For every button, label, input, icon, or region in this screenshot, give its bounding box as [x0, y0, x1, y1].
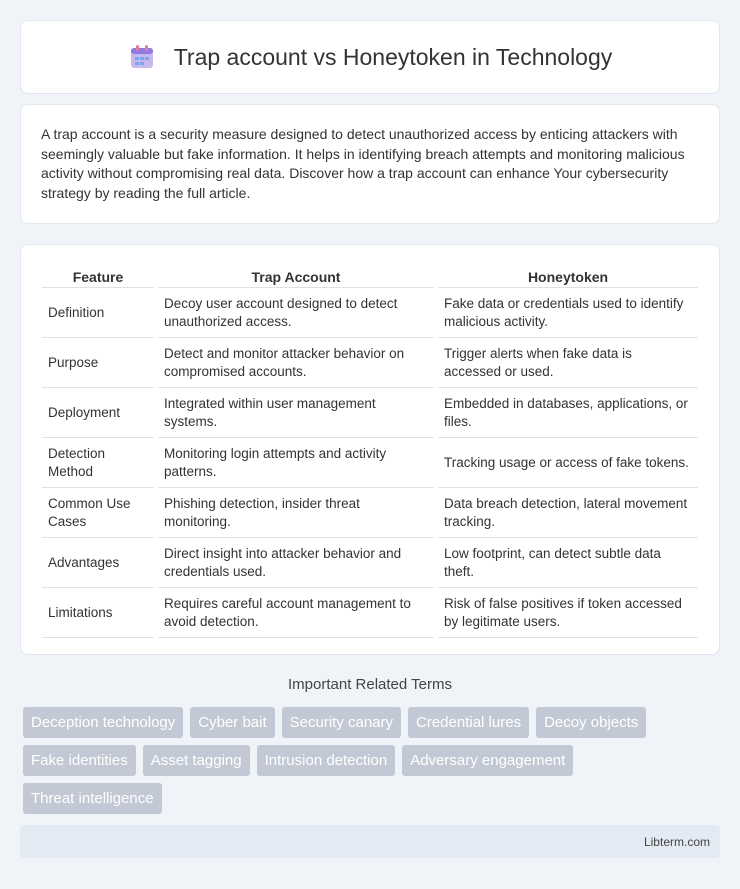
table-row — [42, 587, 698, 638]
honeytoken-cell: Low footprint, can detect subtle data theft. — [438, 537, 698, 587]
related-term-tag[interactable]: Intrusion detection — [257, 745, 396, 776]
honeytoken-cell: Trigger alerts when fake data is accessed or used. — [438, 337, 698, 387]
feature-cell: Definition — [42, 287, 154, 337]
related-term-tag[interactable]: Fake identities — [23, 745, 136, 776]
related-terms-title: Important Related Terms — [288, 676, 452, 693]
related-term-tag[interactable]: Security canary — [282, 707, 401, 738]
feature-cell: Common Use Cases — [42, 487, 154, 537]
honeytoken-cell: Data breach detection, lateral movement tracking. — [438, 487, 698, 537]
comparison-card — [20, 244, 720, 655]
table-row — [42, 487, 698, 537]
feature-cell: Deployment — [42, 387, 154, 437]
table-header-row — [42, 265, 698, 287]
intro-text: A trap account is a security measure designed to detect unauthorized access by enticing attackers with seemingly valuable but fake information. It helps in identifying breach attempts and monitoring malicious activity without compromising real data. Discover how a trap account can enhance Your cybersecurity strategy by reading the full article. — [41, 126, 685, 201]
column-header: Trap Account — [251, 269, 341, 285]
trap-account-cell: Phishing detection, insider threat monitoring. — [158, 487, 434, 537]
related-term-tag[interactable]: Adversary engagement — [402, 745, 573, 776]
trap-account-cell: Integrated within user management systems. — [158, 387, 434, 437]
feature-cell: Limitations — [42, 587, 154, 638]
table-row — [42, 287, 698, 337]
honeytoken-cell: Fake data or credentials used to identify malicious activity. — [438, 287, 698, 337]
table-row — [42, 387, 698, 437]
trap-account-cell: Detect and monitor attacker behavior on compromised accounts. — [158, 337, 434, 387]
trap-account-cell: Requires careful account management to avoid detection. — [158, 587, 434, 638]
page-title: Trap account vs Honeytoken in Technology — [173, 43, 613, 70]
related-term-tag[interactable]: Credential lures — [408, 707, 529, 738]
trap-account-cell: Monitoring login attempts and activity patterns. — [158, 437, 434, 487]
related-term-tag[interactable]: Deception technology — [23, 707, 183, 738]
column-header: Feature — [72, 269, 124, 285]
feature-cell: Detection Method — [42, 437, 154, 487]
honeytoken-cell: Risk of false positives if token accessed by legitimate users. — [438, 587, 698, 638]
related-term-tag[interactable]: Threat intelligence — [23, 783, 162, 814]
related-term-tag[interactable]: Asset tagging — [143, 745, 250, 776]
intro-card — [20, 104, 720, 224]
honeytoken-cell: Tracking usage or access of fake tokens. — [438, 437, 698, 487]
title-card — [20, 20, 720, 94]
honeytoken-cell: Embedded in databases, applications, or files. — [438, 387, 698, 437]
trap-account-cell: Direct insight into attacker behavior and credentials used. — [158, 537, 434, 587]
table-row — [42, 537, 698, 587]
footer-site-link[interactable]: Libterm.com — [643, 835, 710, 849]
related-terms-list — [23, 707, 723, 821]
table-row — [42, 337, 698, 387]
comparison-table — [38, 265, 702, 638]
related-term-tag[interactable]: Decoy objects — [536, 707, 646, 738]
calendar-icon — [128, 43, 156, 71]
related-term-tag[interactable]: Cyber bait — [190, 707, 274, 738]
table-row — [42, 437, 698, 487]
feature-cell: Advantages — [42, 537, 154, 587]
column-header: Honeytoken — [527, 269, 609, 285]
trap-account-cell: Decoy user account designed to detect unauthorized access. — [158, 287, 434, 337]
footer — [20, 825, 720, 858]
feature-cell: Purpose — [42, 337, 154, 387]
